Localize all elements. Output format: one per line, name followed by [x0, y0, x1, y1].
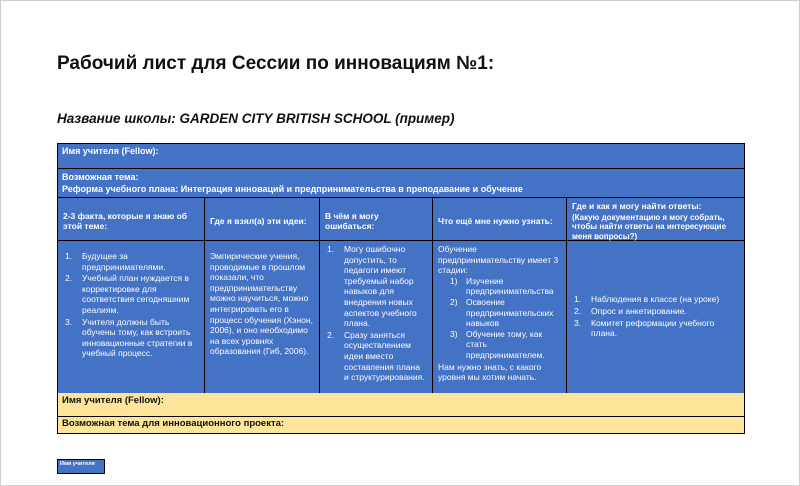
blank-teacher-name-label: Имя учителя (Fellow): [62, 395, 164, 406]
list-item: Сразу заняться осуществлением идеи вместо составления плана и структурирования. [344, 329, 425, 383]
list-item: Будущее за предпринимателями. [82, 251, 166, 272]
sources-cell [204, 241, 319, 393]
header-facts-label: 2-3 факта, которые я знаю об этой теме: [63, 210, 188, 231]
next-section-partial-row [57, 459, 105, 474]
teacher-name-row [58, 144, 744, 169]
header-answers [566, 198, 746, 244]
mistakes-cell [319, 241, 432, 393]
header-to-learn [432, 198, 566, 244]
topic-label: Возможная тема: [62, 172, 139, 182]
blank-project-topic-row [58, 417, 744, 433]
mistakes-list [325, 244, 427, 383]
list-item: Наблюдения в классе (на уроке) [591, 294, 720, 305]
header-answers-sublabel: (Какую документацию я могу собрать, чтобы найти ответы на интересующие меня вопросы?) [572, 212, 727, 241]
school-name-line: Название школы: GARDEN CITY BRITISH SCHOOL (пример) [57, 111, 455, 126]
blank-project-topic-label: Возможная тема для инновационного проекта: [62, 418, 285, 429]
header-answers-label: Где и как я могу найти ответы: [572, 201, 702, 211]
sources-text: Эмпирические учения, проводимые в прошлом показали, что предпринимательству можно научиться, можно интегрировать его в процесс обучения (Хэнон, 2006), и оно необходимо на всех уровнях образования (Гиб, 2006). [210, 251, 313, 357]
column-header-row [58, 198, 744, 241]
list-item: Учителя должны быть обучены тому, как встроить инновационные стратегии в учебный процесс. [82, 316, 193, 359]
learn-intro: Обучение предпринимательству имеет 3 стадии: [438, 244, 559, 276]
page-title: Рабочий лист для Сессии по инновациям №1: [57, 53, 495, 74]
learn-stages-list [450, 276, 561, 361]
answers-list [572, 294, 741, 339]
facts-list [63, 251, 199, 359]
header-to-learn-label: Что ещё мне нужно узнать: [438, 215, 553, 226]
next-section-partial-label: Имя учителя [60, 461, 95, 467]
answers-body-row [58, 241, 744, 393]
list-item: Изучение предпринимательства [466, 275, 554, 297]
blank-teacher-name-row [58, 393, 744, 417]
list-item: Обучение тому, как стать предпринимателем. [466, 328, 545, 360]
list-item: Комитет реформации учебного плана. [591, 317, 715, 339]
list-item: Опрос и анкетирование. [591, 305, 687, 316]
worksheet-table [57, 143, 745, 434]
teacher-name-label: Имя учителя (Fellow): [62, 146, 159, 156]
header-facts [58, 198, 204, 244]
to-learn-cell [432, 241, 566, 393]
answers-cell [566, 241, 746, 393]
topic-value: Реформа учебного плана: Интеграция инноваций и предпринимательства в преподавание и обучение [62, 184, 523, 194]
possible-topic-row [58, 169, 744, 198]
learn-outro: Нам нужно знать, с какого уровня мы хотим начать. [438, 361, 542, 383]
header-sources-label: Где я взял(а) эти идеи: [210, 215, 307, 226]
facts-cell [58, 241, 204, 393]
list-item: Учебный план нуждается в корректировке для соответствия сегодняшним реалиям. [82, 273, 190, 315]
header-sources [204, 198, 319, 244]
list-item: Могу ошибочно допустить, то педагоги имеют требуемый набор навыков для внедрения новых аспектов учебного плана. [344, 244, 417, 329]
header-mistakes [319, 198, 432, 244]
list-item: Освоение предпринимательских навыков [466, 296, 554, 329]
header-mistakes-label: В чём я могу ошибаться: [325, 210, 379, 231]
